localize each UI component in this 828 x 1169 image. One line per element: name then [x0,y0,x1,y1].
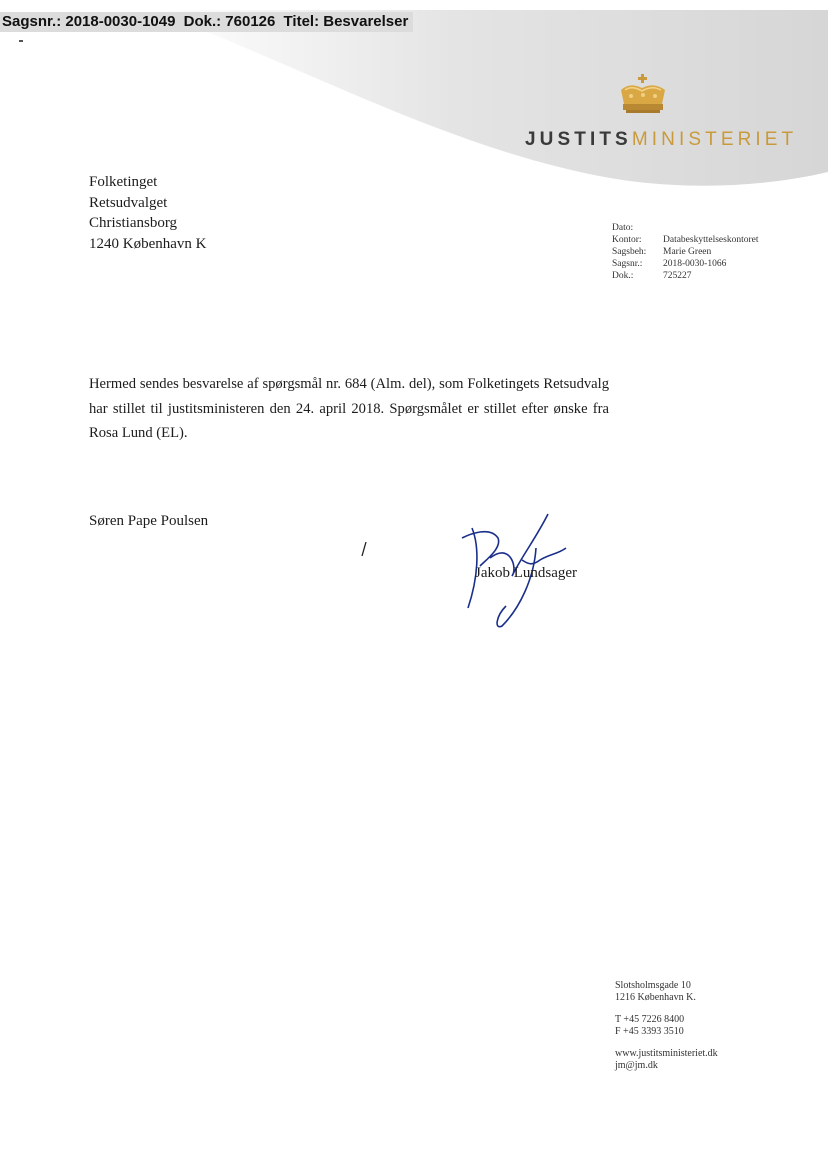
minister-name: Søren Pape Poulsen [89,513,209,529]
ministry-contact [615,980,718,1071]
case-stamp [0,12,413,32]
footer-address-city: 1216 København K. [615,991,696,1003]
letter-body: Hermed sendes besvarelse af spørgsmål nr. 684 (Alm. del), som Folketingets Retsudvalg har stillet til justitsministeren den 24. april 2018. Spørgsmålet er stillet efter ønske fra Rosa Lund (EL). [89,376,609,441]
crown-logo-icon [616,74,670,116]
recipient-line: 1240 København K [89,235,207,252]
footer-phone: T +45 7226 8400 [615,1014,685,1025]
meta-row-case [612,258,759,270]
footer-website: www.justitsministeriet.dk [615,1048,718,1059]
meta-label: Dok.: [612,271,634,281]
footer-address-street: Slotsholmsgade 10 [615,980,691,991]
recipient-line: Retsudvalget [89,194,168,211]
meta-label: Kontor: [612,235,642,245]
recipient-line: Christiansborg [89,215,178,231]
recipient-line: Folketinget [89,174,158,190]
meta-row-date [612,222,759,234]
ministry-wordmark [525,129,797,151]
footer-email: jm@jm.dk [615,1059,658,1071]
scan-mark [19,40,23,42]
official-name: Jakob Lundsager [475,565,578,581]
meta-value: Marie Green [663,247,712,257]
stamp-document-number: Dok.: 760126 [183,13,276,30]
meta-label: Sagsnr.: [612,259,643,269]
wordmark-light: MINISTERIET [631,129,798,150]
meta-label: Dato: [612,223,634,233]
meta-value: Databeskyttelseskontoret [663,235,759,245]
meta-value: 2018-0030-1066 [663,259,727,269]
recipient-address [89,172,206,254]
footer-fax: F +45 3393 3510 [615,1025,684,1037]
meta-value: 725227 [663,271,692,281]
pen-mark [361,542,367,556]
meta-row-office [612,234,759,246]
stamp-title: Titel: Besvarelser [283,13,409,30]
meta-row-handler [612,246,759,258]
meta-label: Sagsbeh: [612,247,647,257]
wordmark-bold: JUSTITS [525,129,632,150]
stamp-case-number: Sagsnr.: 2018-0030-1049 [2,13,176,30]
case-metadata [612,222,759,282]
meta-row-document [612,270,759,282]
